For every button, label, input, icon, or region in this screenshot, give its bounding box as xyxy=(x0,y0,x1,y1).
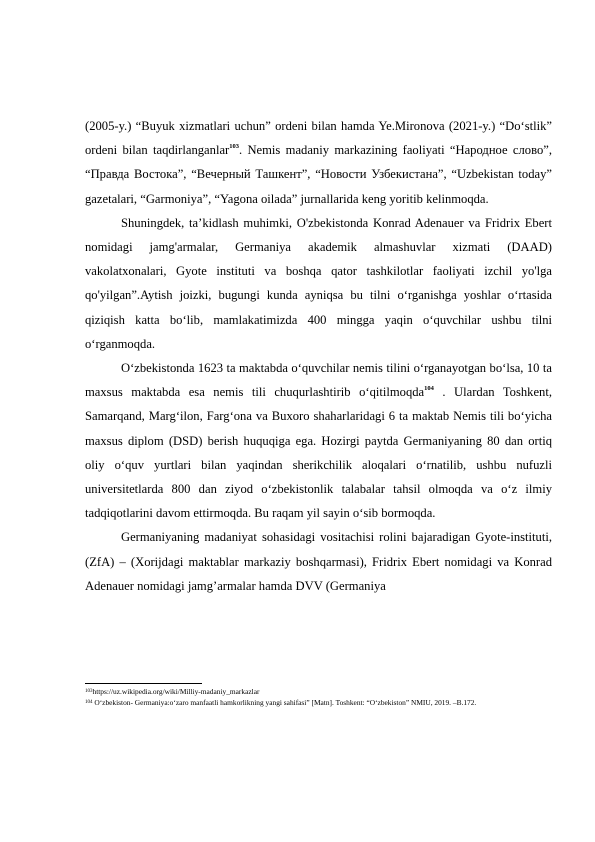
paragraph-3: O‘zbekistonda 1623 ta maktabda o‘quvchilar nemis tilini o‘rganayotgan bo‘lsa, 10 ta maxsus maktabda esa nemis tili chuqurlashtirib o‘qitilmoqda$^{104}$ . Ulardan Toshkent, Samarqand, Marg‘ilon, Farg‘ona va Buxoro shaharlaridagi 6 ta maktab Nemis tili bo‘yicha maxsus diplom (DSD) berish huquqiga ega. Hozirgi paytda Germaniyaning 80 dan ortiq oliy o‘quv yurtlari bilan yaqindan sherikchilik aloqalari o‘rnatilib, ushbu nufuzli universitetlarda 800 dan ziyod o‘zbekistonlik talabalar tahsil olmoqda va o‘z ilmiy tadqiqotlarini davom ettirmoqda. Bu raqam yil sayin o‘sib bormoqda. xyxy=(85,361,552,521)
footnote-ref-104[interactable]: 104 xyxy=(424,385,434,393)
footnotes xyxy=(85,686,552,709)
paragraph-2: Shuningdek, ta’kidlash muhimki, O'zbekistonda Konrad Adenauer va Fridrix Ebert nomidagi jamg'armalar, Germaniya akademik almashuvlar xizmati (DAAD) vakolatxonalari, Gyote instituti va boshqa qator tashkilotlar faoliyati izchil yo'lga qo'yilgan”.Aytish joizki, bugungi kunda ayniqsa bu tilni o‘rganishga yoshlar o‘rtasida qiziqish katta bo‘lib, mamlakatimizda 400 mingga yaqin o‘quvchilar ushbu tilni o‘rganmoqda. xyxy=(85,215,552,351)
paragraph-4: Germaniyaning madaniyat sohasidagi vositachisi rolini bajaradigan Gyote-instituti, (ZfA) – (Xorijdagi maktablar markaziy boshqarmasi), Fridrix Ebert nomidagi va Konrad Adenauer nomidagi jamg’armalar hamda DVV (Germaniya xyxy=(85,530,552,593)
footnote-104: $^{104}$ O‘zbekiston- Germaniya:o‘zaro manfaatli hamkorlikning yangi sahifasi” [Matn]. Toshkent: “O‘zbekiston” NMIU, 2019. –B.172. xyxy=(85,698,477,708)
footnote-link[interactable]: https://uz.wikipedia.org/wiki/Milliy-madaniy_markazlar xyxy=(92,687,260,696)
footnote-ref-103[interactable]: 103 xyxy=(229,143,239,151)
paragraph-1: (2005-y.) “Buyuk xizmatlari uchun” ordeni bilan hamda Ye.Mironova (2021-y.) “Do‘stlik” ordeni bilan taqdirlanganlar$^{103}$. Nemis madaniy markazining faoliyati “Народное слово”, “Правда Востока”, “Вечерный Ташкент”, “Новости Узбекистана”, “Uzbekistan today” gazetalari, “Garmoniya”, “Yagona oilada” jurnallarida keng yoritib kelinmoqda. xyxy=(85,119,552,206)
footnote-103: $^{103}$https://uz.wikipedia.org/wiki/Milliy-madaniy_markazlar xyxy=(85,687,260,696)
body-text xyxy=(85,114,552,598)
footnote-separator xyxy=(85,683,202,684)
